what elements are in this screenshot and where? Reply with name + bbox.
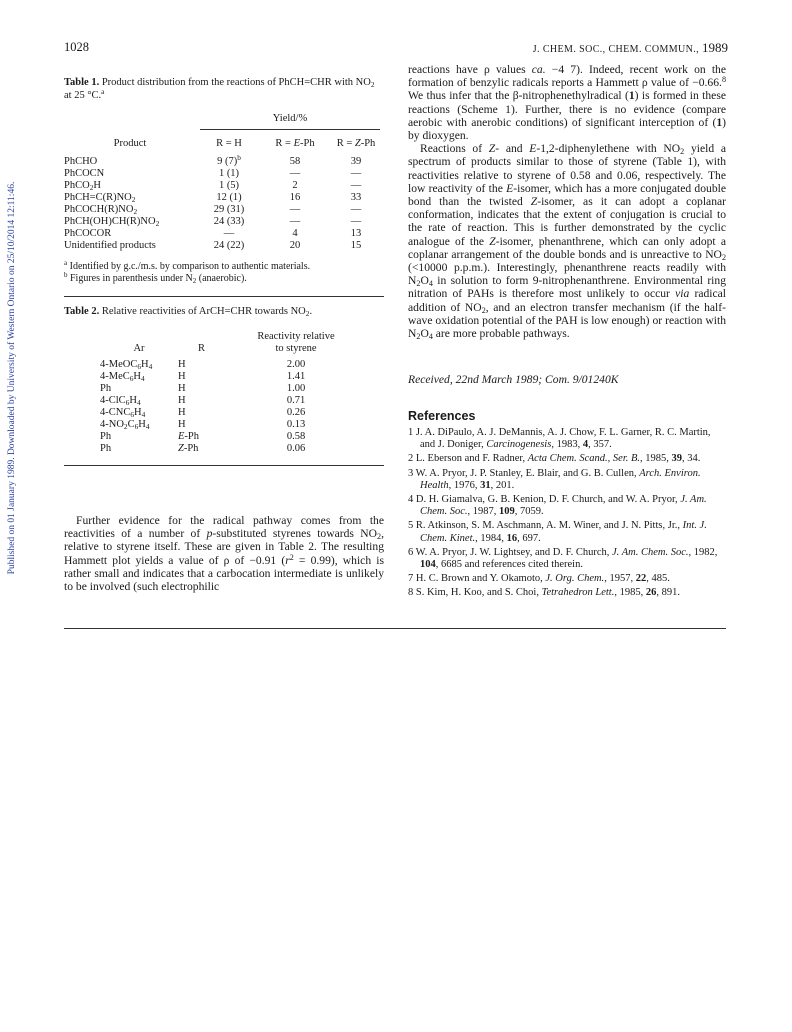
table1-cell-h: 1 (1): [218, 167, 240, 179]
reference-item: 2 L. Eberson and F. Radner, Acta Chem. Scand., Ser. B., 1985, 39, 34.: [408, 453, 701, 465]
table1-header-row: [64, 136, 384, 150]
table1-col-h: R = H: [216, 137, 242, 149]
table1-bottom-rule: [64, 296, 384, 297]
table1-cell-zph: —: [350, 167, 362, 179]
table1-caption: [64, 77, 384, 102]
table2-value: 0.26: [286, 406, 306, 418]
table1-product: $PhCOCH(R)NO_2$: [64, 203, 138, 216]
table1-col-zph: R = Z-Ph: [336, 137, 376, 149]
table-row: [64, 167, 384, 179]
table1-product: PhCOCN: [64, 167, 105, 179]
table-row: [64, 215, 384, 227]
table1-cell-eph: 2: [292, 179, 298, 191]
table1-cell-eph: 4: [292, 227, 298, 239]
references-heading: References: [408, 409, 476, 423]
page-number: 1028: [64, 40, 89, 54]
table2-col-ar: Ar: [133, 342, 145, 354]
table2-value: 2.00: [286, 358, 306, 370]
table1-cell-zph: —: [350, 203, 362, 215]
table-row: [100, 418, 356, 430]
reference-item: 8 S. Kim, H. Koo, and S. Choi, Tetrahedron Lett., 1985, 26, 891.: [408, 587, 680, 599]
reference-item: 5 R. Atkinson, S. M. Aschmann, A. M. Winer, and J. N. Pitts, Jr., Int. J. Chem. Kinet., 1984, 16, 697.: [408, 520, 707, 544]
table-row: [100, 442, 356, 454]
journal-header: [533, 40, 728, 56]
table-row: [64, 155, 384, 167]
table2-value: 0.13: [286, 418, 306, 430]
table2-header-row: [100, 330, 356, 342]
table2-r: H: [178, 394, 186, 406]
table2-ar: $4-MeC_6H_4$: [100, 370, 145, 383]
table2-value: 1.41: [286, 370, 306, 382]
table-row: [64, 179, 384, 191]
reference-item: 3 W. A. Pryor, J. P. Stanley, E. Blair, and G. B. Cullen, Arch. Environ. Health, 1976, 31, 201.: [408, 467, 701, 491]
table1-yield-header: Yield/%: [272, 113, 308, 124]
table2-col-react-1: Reactivity relative: [257, 330, 335, 342]
table2-ar: $4-NO_2C_6H_4$: [100, 418, 150, 431]
table2-r: H: [178, 406, 186, 418]
table-row: [64, 191, 384, 203]
table-row: [100, 382, 356, 394]
table-row: [100, 358, 356, 370]
table1-cell-zph: 33: [350, 191, 362, 203]
journal-name: J. CHEM. SOC., CHEM. COMMUN.,: [532, 44, 700, 55]
table2-r: H: [178, 382, 186, 394]
table1-cell-h: 29 (31): [213, 203, 245, 215]
table2-value: 0.06: [286, 442, 306, 454]
received-line: Received, 22nd March 1989; Com. 9/01240K: [408, 373, 619, 386]
table1-cell-zph: 13: [350, 227, 362, 239]
table1-cell-h: —: [223, 227, 235, 239]
left-paragraph: Further evidence for the radical pathway comes from the reactivities of a number of p-substituted styrenes towards $NO_2$, relative to styrene itself. These are given in Table 2. The resulting Hammett plot yields a value of ρ of −0.91 $(r^2 = 0.99)$, which is rather small and indicates that a carbocation intermediate is unlikely to be involved (such electrophilic: [64, 514, 385, 594]
table1-caption-text: Product distribution from the reactions of PhCH=CHR with $NO_2$ at 25 °C.$^a$: [64, 77, 375, 101]
right-body: [408, 63, 726, 340]
provenance-note: Published on 01 January 1989. Downloaded by University of Western Ontario on 25/10/2014 12:11:46.: [7, 181, 17, 575]
table-row: [100, 406, 356, 418]
table2-ar: $4-ClC_6H_4$: [100, 394, 141, 407]
table1-cell-eph: —: [289, 203, 301, 215]
table1-cell-h: 9 $(7)^b$: [217, 152, 241, 167]
table1-cell-h: 24 (33): [213, 215, 245, 227]
table2-r: E-Ph: [178, 430, 200, 442]
table2-ar: $4-CNC_6H_4$: [100, 406, 146, 419]
reference-item: 1 J. A. DiPaulo, A. J. DeMannis, A. J. Chow, F. L. Garner, R. C. Martin, and J. Doniger, Carcinogenesis, 1983, 4, 357.: [408, 427, 711, 451]
table1-col-eph: R = E-Ph: [275, 137, 315, 149]
table1-cell-zph: 15: [350, 239, 362, 251]
table2-value: 0.71: [286, 394, 306, 406]
table2-col-react-2: to styrene: [275, 342, 317, 354]
table1-cell-eph: 58: [289, 155, 301, 167]
table-row: [64, 227, 384, 239]
table1-cell-zph: —: [350, 215, 362, 227]
table2-ar: Ph: [100, 382, 112, 394]
table-row: [100, 394, 356, 406]
table2-caption-text: Relative reactivities of ArCH=CHR towards $NO_2$.: [101, 306, 313, 318]
table1-cell-h: 24 (22): [213, 239, 245, 251]
table2-header-row-2: [100, 342, 356, 354]
table2: [100, 330, 356, 454]
table2-ar: Ph: [100, 430, 112, 442]
table2-col-r: R: [198, 342, 206, 354]
table1-product: PhCHO: [64, 155, 98, 167]
table2-value: 1.00: [286, 382, 306, 394]
table2-bottom-rule: [64, 465, 384, 466]
journal-year: 1989: [702, 40, 728, 55]
table1-cell-h: 12 (1): [216, 191, 242, 203]
table1-cell-eph: 16: [289, 191, 301, 203]
table1-product: Unidentified products: [64, 239, 156, 251]
left-body: [64, 514, 384, 593]
table-row: [64, 203, 384, 215]
table2-ar: Ph: [100, 442, 112, 454]
reference-item: 6 W. A. Pryor, J. W. Lightsey, and D. F. Church, J. Am. Chem. Soc., 1982, 104, 6685 and references cited therein.: [408, 546, 718, 571]
table1-label: Table 1.: [64, 77, 100, 88]
table1-product: PhCO$_2$H: [64, 179, 101, 192]
table2-r: H: [178, 370, 186, 382]
table1-col-product: Product: [113, 137, 147, 149]
right-paragraph-1: reactions have ρ values ca. −4 7). Indeed, recent work on the formation of benzylic radicals reports a Hammett ρ value of −0.66.$^8$ We thus infer that the β-nitrophenethylradical (1) is formed in these reactions (Scheme 1). Further, there is no evidence (compare aerobic with anerobic conditions) of significant interception of (1) by dioxygen.: [408, 63, 726, 143]
table2-ar: $4-MeOC_6H_4$: [100, 358, 153, 371]
table1-footnotes: [64, 261, 384, 285]
table1-cell-eph: —: [289, 215, 301, 227]
table1-footnote-b: $^b$ Figures in parenthesis under $N_2$ (anaerobic).: [64, 271, 247, 285]
table2-r: H: [178, 418, 186, 430]
table1-cell-h: 1 (5): [218, 179, 240, 191]
table1-cell-zph: 39: [350, 155, 362, 167]
table1-cell-zph: —: [350, 179, 362, 191]
table2-label: Table 2.: [64, 306, 100, 317]
table1-product: $PhCH(OH)CH(R)NO_2$: [64, 215, 160, 228]
table-row: [100, 430, 356, 442]
table-row: [100, 370, 356, 382]
table2-value: 0.58: [286, 430, 306, 442]
table1-product: PhCOCOR: [64, 227, 112, 239]
table1: [64, 136, 384, 251]
reference-item: 7 H. C. Brown and Y. Okamoto, J. Org. Chem., 1957, 22, 485.: [408, 573, 670, 585]
table1-yield-rule: [200, 129, 380, 130]
table1-cell-eph: —: [289, 167, 301, 179]
right-paragraph-2: Reactions of Z- and E-1,2-diphenylethene with $NO_2$ yield a spectrum of products similar to those of styrene (Table 1), with reactivities relative to styrene of 0.58 and 0.06, respectively. The low reactivity of the E-isomer, which has a more conjugated double bond than the twisted Z-isomer, as it can adopt a coplanar conformation, indicates that the extent of conjugation is crucial to the rate of reaction. This is further demonstrated by the cyclic analogue of the Z-isomer, phenanthrene, which can only adopt a coplanar arrangement of the double bonds and is unreactive to $NO_2$ (<10000 p.p.m.). Interestingly, phenanthrene reacts readily with $N_2O_4$ in solution to form 9-nitrophenanthrene. Environmental ring nitration of PAHs is therefore most unlikely to occur via radical addition of $NO_2$, and an electron transfer mechanism (if the half-wave oxidation potential of the PAH is low enough) or reaction with $N_2O_4$ are more probable pathways.: [408, 142, 727, 342]
table1-product: $PhCH=C(R)NO_2$: [64, 191, 136, 204]
page-bottom-rule: [64, 628, 726, 629]
table2-r: Z-Ph: [178, 442, 199, 454]
reference-item: 4 D. H. Giamalva, G. B. Kenion, D. F. Church, and W. A. Pryor, J. Am. Chem. Soc., 1987, 109, 7059.: [408, 494, 707, 518]
table2-caption: [64, 306, 384, 319]
references-list: [408, 427, 726, 602]
table-row: [64, 239, 384, 251]
table1-cell-eph: 20: [289, 239, 301, 251]
table2-r: H: [178, 358, 186, 370]
table1-footnote-a: $^a$ Identified by g.c./m.s. by comparison to authentic materials.: [64, 259, 311, 272]
